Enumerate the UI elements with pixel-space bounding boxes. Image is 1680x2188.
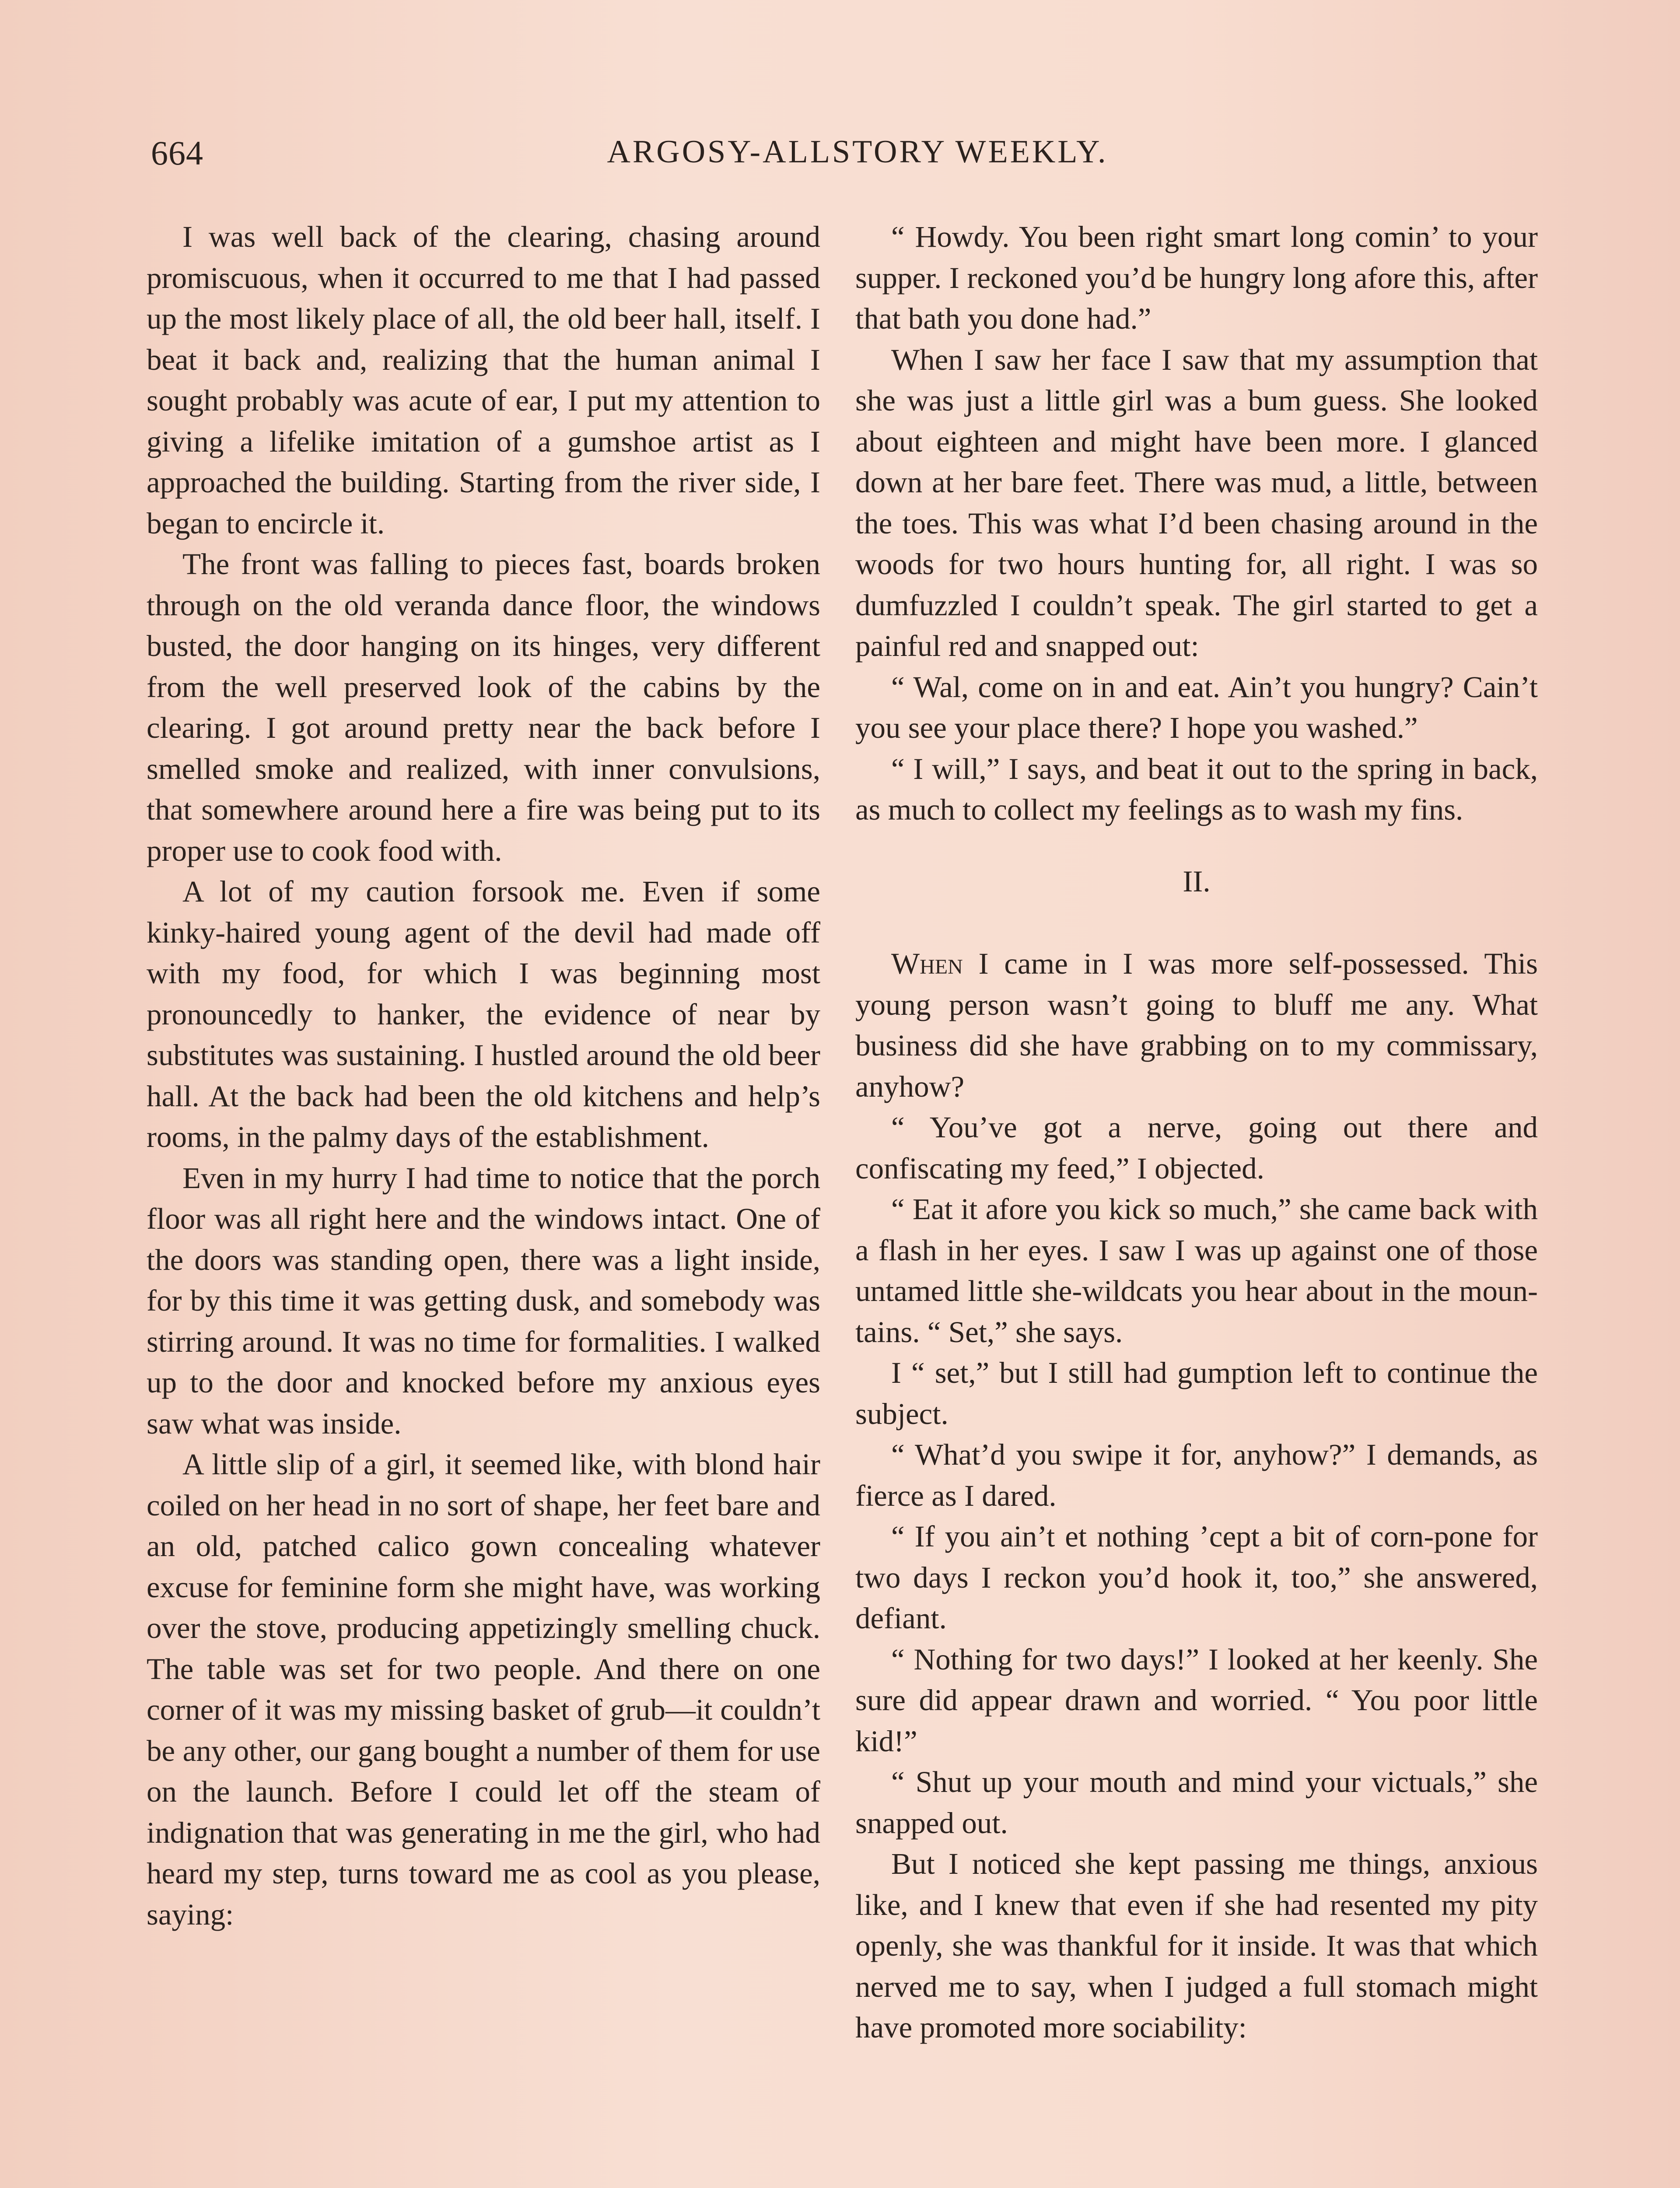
paragraph: “ I will,” I says, and beat it out to the spring in back, as much to collect my feelings as to wash my fins. [855, 752, 1538, 826]
section-opening-paragraph [855, 943, 1538, 1107]
paragraph: “ Wal, come on in and eat. Ain’t you hungry? Cain’t you see your place there? I hope you washed.” [855, 670, 1538, 744]
paragraph: “ You’ve got a nerve, going out there and confiscating my feed,” I objected. [855, 1111, 1538, 1185]
paragraph: “ If you ain’t et nothing ’cept a bit of corn-pone for two days I reckon you’d hook it, too,” she answered, defiant. [855, 1520, 1538, 1635]
paragraph: A lot of my caution forsook me. Even if some kinky-haired young agent of the devil had made off with my food, for which I was beginning most pronouncedly to hanker, the evidence of near by substitutes was sustaining. I hustled around the old beer hall. At the back had been the old kitchens and help’s rooms, in the palmy days of the establishment. [147, 875, 820, 1154]
paragraph: “ Howdy. You been right smart long comin’ to your supper. I reckoned you’d be hungry long afore this, after that bath you done had.” [855, 220, 1538, 335]
paragraph: “ Nothing for two days!” I looked at her keenly. She sure did appear drawn and worried. “ You poor little kid!” [855, 1642, 1538, 1758]
paragraph: “ Shut up your mouth and mind your victuals,” she snapped out. [855, 1765, 1538, 1840]
lead-rest: I came in I was more self-possessed. This young person wasn’t going to bluff me any. What business did she have grabbing on to my commissary, anyhow? [855, 947, 1538, 1103]
paragraph: I was well back of the clearing, chasing around promiscuous, when it occurred to me that I had passed up the most likely place of all, the old beer hall, itself. I beat it back and, realizing that the human animal I sought probably was acute of ear, I put my attention to giving a lifelike imitation of a gumshoe artist as I approached the building. Starting from the river side, I began to encircle it. [147, 220, 820, 540]
paragraph: The front was falling to pieces fast, boards broken through on the old veranda dance floor, the windows busted, the door hanging on its hinges, very different from the well preserved look of the cabins by the clearing. I got around pretty near the back before I smelled smoke and realized, with inner convulsions, that somewhere around here a fire was being put to its proper use to cook food with. [147, 547, 820, 867]
paragraph: But I noticed she kept passing me things, anxious like, and I knew that even if she had resented my pity openly, she was thankful for it inside. It was that which nerved me to say, when I judged a full stomach might have promoted more sociability: [855, 1847, 1538, 2044]
paragraph: When I saw her face I saw that my assumption that she was just a little girl was a bum guess. She looked about eighteen and might have been more. I glanced down at her bare feet. There was mud, a little, between the toes. This was what I’d been chasing around in the woods for two hours hunting for, all right. I was so dumfuzzled I couldn’t speak. The girl started to get a painful red and snapped out: [855, 343, 1538, 663]
section-heading: II. [1183, 864, 1211, 898]
paragraph: Even in my hurry I had time to notice that the porch floor was all right here and the windows intact. One of the doors was standing open, there was a light inside, for by this time it was getting dusk, and somebody was stirring around. It was no time for formalities. I walked up to the door and knocked before my anxious eyes saw what was inside. [147, 1161, 820, 1440]
right-column [855, 217, 1538, 2048]
running-title: ARGOSY-ALLSTORY WEEKLY. [607, 134, 1108, 170]
lead-word: When [891, 947, 963, 980]
paragraph: I “ set,” but I still had gumption left to continue the subject. [855, 1356, 1538, 1431]
paragraph: “ What’d you swipe it for, anyhow?” I demands, as fierce as I dared. [855, 1438, 1538, 1512]
left-column [147, 217, 820, 1935]
page-header [151, 133, 1564, 182]
paragraph: A little slip of a girl, it seemed like, with blond hair coiled on her head in no sort of shape, her feet bare and an old, patched calico gown concealing whatever excuse for feminine form she might have, was working over the stove, producing appetizingly smelling chuck. The table was set for two people. And there on one corner of it was my missing basket of grub—it couldn’t be any other, our gang bought a number of them for use on the launch. Before I could let off the steam of indignation that was generating in me the girl, who had heard my step, turns toward me as cool as you please, saying: [147, 1448, 820, 1931]
paragraph: “ Eat it afore you kick so much,” she came back with a flash in her eyes. I saw I was up against one of those untamed little she-wildcats you hear about in the mountains. “ Set,” she says. [855, 1192, 1538, 1349]
page-number: 664 [151, 134, 203, 172]
